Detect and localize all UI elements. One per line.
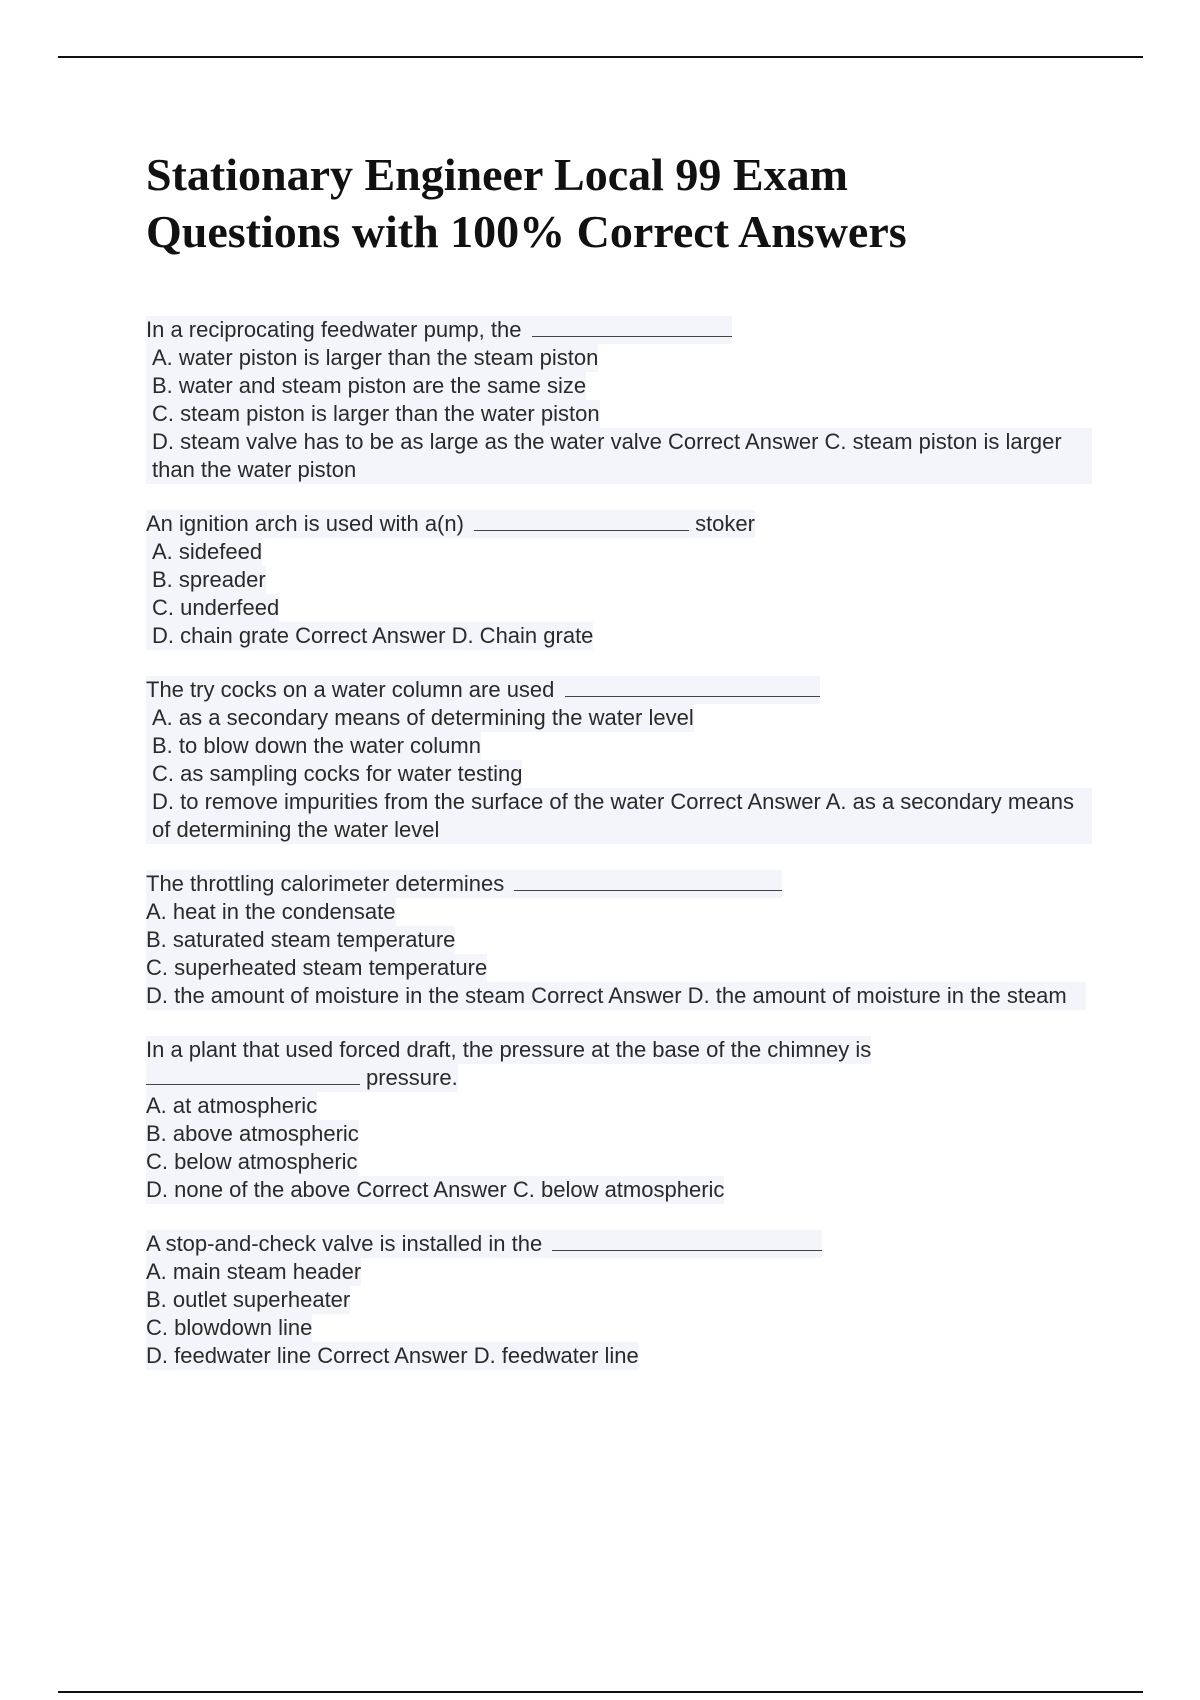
option-b: B. outlet superheater <box>146 1287 351 1312</box>
answer-blank <box>565 676 820 697</box>
question-stem: An ignition arch is used with a(n) stoker <box>146 511 755 536</box>
option-d-with-answer: D. to remove impurities from the surface of the water Correct Answer A. as a secondary means of determining the water level <box>146 788 1092 844</box>
option-c: C. blowdown line <box>146 1315 313 1340</box>
answer-blank <box>552 1230 822 1251</box>
bottom-rule <box>58 1691 1143 1693</box>
question-block-2 <box>146 510 1106 650</box>
option-b: B. to blow down the water column <box>146 732 481 760</box>
question-block-4 <box>146 870 1106 1010</box>
answer-blank <box>532 316 732 337</box>
top-rule <box>58 56 1143 58</box>
option-d-with-answer: D. feedwater line Correct Answer D. feedwater line <box>146 1343 639 1368</box>
answer-blank <box>514 870 782 891</box>
option-a: A. main steam header <box>146 1259 362 1284</box>
option-b: B. above atmospheric <box>146 1121 359 1146</box>
option-d-with-answer: D. none of the above Correct Answer C. below atmospheric <box>146 1177 725 1202</box>
option-a: A. as a secondary means of determining the water level <box>146 704 694 732</box>
option-c: C. below atmospheric <box>146 1149 358 1174</box>
question-stem: In a reciprocating feedwater pump, the <box>146 316 732 344</box>
question-stem-continued: pressure. <box>146 1064 458 1092</box>
title-line-1: Stationary Engineer Local 99 Exam <box>146 149 848 200</box>
option-b: B. saturated steam temperature <box>146 927 456 952</box>
option-d-with-answer: D. steam valve has to be as large as the water valve Correct Answer C. steam piston is larger than the water piston <box>146 428 1092 484</box>
document-title <box>146 146 1106 260</box>
question-stem: The try cocks on a water column are used <box>146 676 820 704</box>
option-c: C. steam piston is larger than the water piston <box>146 400 600 428</box>
option-a: A. at atmospheric <box>146 1093 318 1118</box>
title-line-2: Questions with 100% Correct Answers <box>146 206 907 257</box>
question-block-5 <box>146 1036 1106 1204</box>
answer-blank <box>474 510 689 531</box>
option-c: C. as sampling cocks for water testing <box>146 760 522 788</box>
question-block-1 <box>146 316 1106 484</box>
option-d-with-answer: D. chain grate Correct Answer D. Chain grate <box>146 622 593 650</box>
document-body <box>146 146 1106 1396</box>
option-b: B. spreader <box>146 566 266 594</box>
option-b: B. water and steam piston are the same size <box>146 372 586 400</box>
question-block-6 <box>146 1230 1106 1370</box>
option-a: A. heat in the condensate <box>146 899 396 924</box>
question-stem: A stop-and-check valve is installed in the <box>146 1230 822 1258</box>
question-block-3 <box>146 676 1106 844</box>
question-stem: In a plant that used forced draft, the pressure at the base of the chimney is <box>146 1037 872 1062</box>
option-a: A. sidefeed <box>146 538 262 566</box>
option-d-with-answer: D. the amount of moisture in the steam Correct Answer D. the amount of moisture in the steam <box>146 982 1086 1010</box>
option-c: C. superheated steam temperature <box>146 955 488 980</box>
answer-blank <box>146 1064 360 1085</box>
option-c: C. underfeed <box>146 594 279 622</box>
option-a: A. water piston is larger than the steam piston <box>146 344 598 372</box>
question-stem: The throttling calorimeter determines <box>146 870 782 898</box>
